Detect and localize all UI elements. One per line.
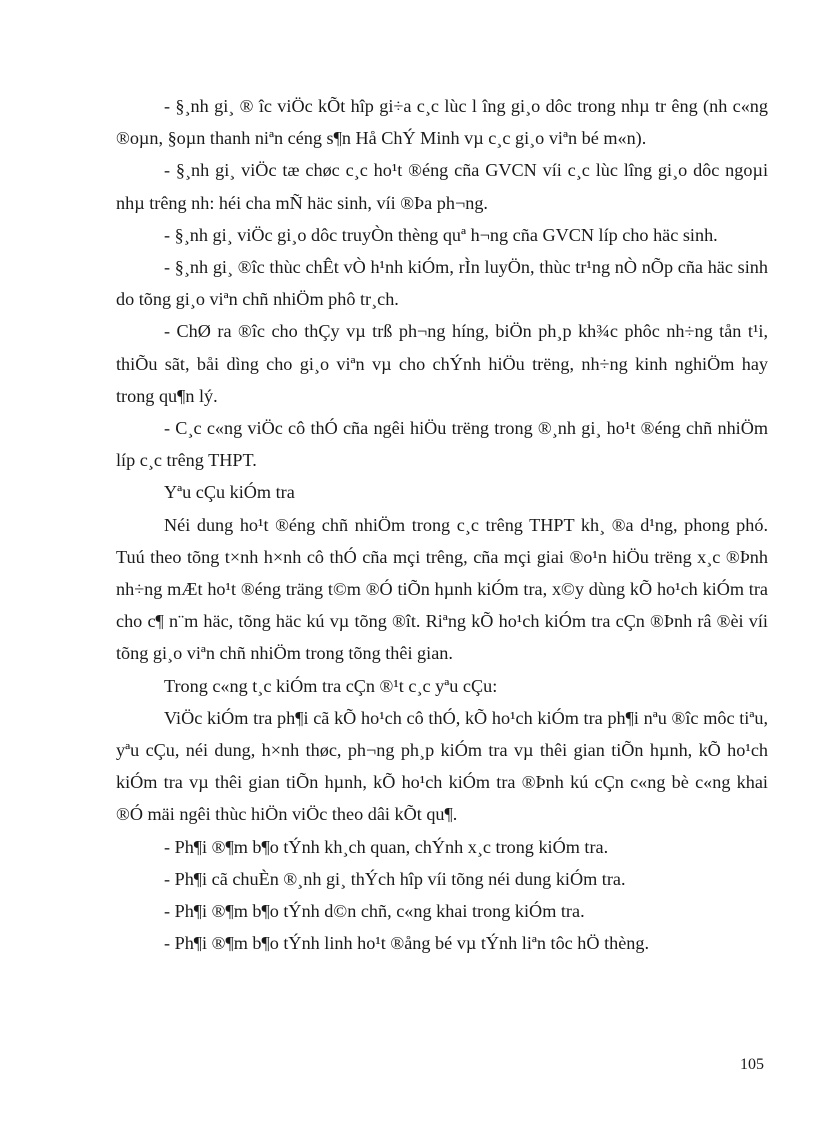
section-heading: Yªu cÇu kiÓm tra bbox=[164, 482, 295, 503]
paragraph: - §¸nh gi¸ ® îc viÖc kÕt hîp gi÷a c¸c lùc l îng gi¸o dôc trong nhµ tr êng (nh c«ng ®oµn, §oµn thanh niªn céng s¶n Hå ChÝ Minh vµ c¸c gi¸o viªn bé m«n). bbox=[116, 96, 768, 149]
paragraph: - §¸nh gi¸ viÖc gi¸o dôc truyÒn thèng quª h¬ng cña GVCN líp cho häc sinh. bbox=[164, 224, 718, 245]
document-body bbox=[116, 90, 768, 959]
paragraph: - Ph¶i ®¶m b¶o tÝnh linh ho¹t ®ång bé vµ tÝnh liªn tôc hÖ thèng. bbox=[164, 933, 650, 954]
paragraph: - §¸nh gi¸ ®îc thùc chÊt vÒ h¹nh kiÓm, rÌn luyÖn, thùc tr¹ng nÒ nÕp cña häc sinh do tõng gi¸o viªn chñ nhiÖm phô tr¸ch. bbox=[116, 257, 768, 310]
paragraph: - Ph¶i cã chuÈn ®¸nh gi¸ thÝch hîp víi tõng néi dung kiÓm tra. bbox=[164, 868, 626, 889]
paragraph: Trong c«ng t¸c kiÓm tra cÇn ®¹t c¸c yªu cÇu: bbox=[164, 675, 498, 696]
paragraph: - ChØ ra ®îc cho thÇy vµ trß ph¬ng híng, biÖn ph¸p kh¾c phôc nh÷ng tån t¹i, thiÕu sãt, båi dìng cho gi¸o viªn vµ cho chÝnh hiÖu trëng, nh÷ng kinh nghiÖm hay trong qu¶n lý. bbox=[116, 321, 768, 406]
paragraph: - C¸c c«ng viÖc cô thÓ cña ngêi hiÖu trëng trong ®¸nh gi¸ ho¹t ®éng chñ nhiÖm líp c¸c trêng THPT. bbox=[116, 418, 768, 471]
paragraph: - Ph¶i ®¶m b¶o tÝnh kh¸ch quan, chÝnh x¸c trong kiÓm tra. bbox=[164, 836, 609, 857]
paragraph: Néi dung ho¹t ®éng chñ nhiÖm trong c¸c trêng THPT kh¸ ®a d¹ng, phong phó. Tuú theo tõng t×nh h×nh cô thÓ cña mçi trêng, cña mçi giai ®o¹n hiÖu trëng x¸c ®Þnh nh÷ng mÆt ho¹t ®éng träng t©m ®Ó tiÕn hµnh kiÓm tra, x©y dùng kÕ ho¹ch kiÓm tra cho c¶ n¨m häc, tõng häc kú vµ tõng ®ît. Riªng kÕ ho¹ch kiÓm tra cÇn ®Þnh râ ®èi víi tõng gi¸o viªn chñ nhiÖm trong tõng thêi gian. bbox=[116, 514, 768, 664]
paragraph: ViÖc kiÓm tra ph¶i cã kÕ ho¹ch cô thÓ, kÕ ho¹ch kiÓm tra ph¶i nªu ®îc môc tiªu, yªu cÇu, néi dung, h×nh thøc, ph¬ng ph¸p kiÓm tra vµ thêi gian tiÕn hµnh, kÕ ho¹ch kiÓm tra vµ thêi gian tiÕn hµnh, kÕ ho¹ch kiÓm tra ®Þnh kú cÇn c«ng bè c«ng khai ®Ó mäi ngêi thùc hiÖn viÖc theo dâi kÕt qu¶. bbox=[116, 707, 768, 825]
page-number: 105 bbox=[740, 1056, 764, 1073]
paragraph: - §¸nh gi¸ viÖc tæ chøc c¸c ho¹t ®éng cña GVCN víi c¸c lùc lîng gi¸o dôc ngoµi nhµ trêng nh: héi cha mÑ häc sinh, víi ®Þa ph¬ng. bbox=[116, 160, 768, 213]
paragraph: - Ph¶i ®¶m b¶o tÝnh d©n chñ, c«ng khai trong kiÓm tra. bbox=[164, 901, 585, 922]
